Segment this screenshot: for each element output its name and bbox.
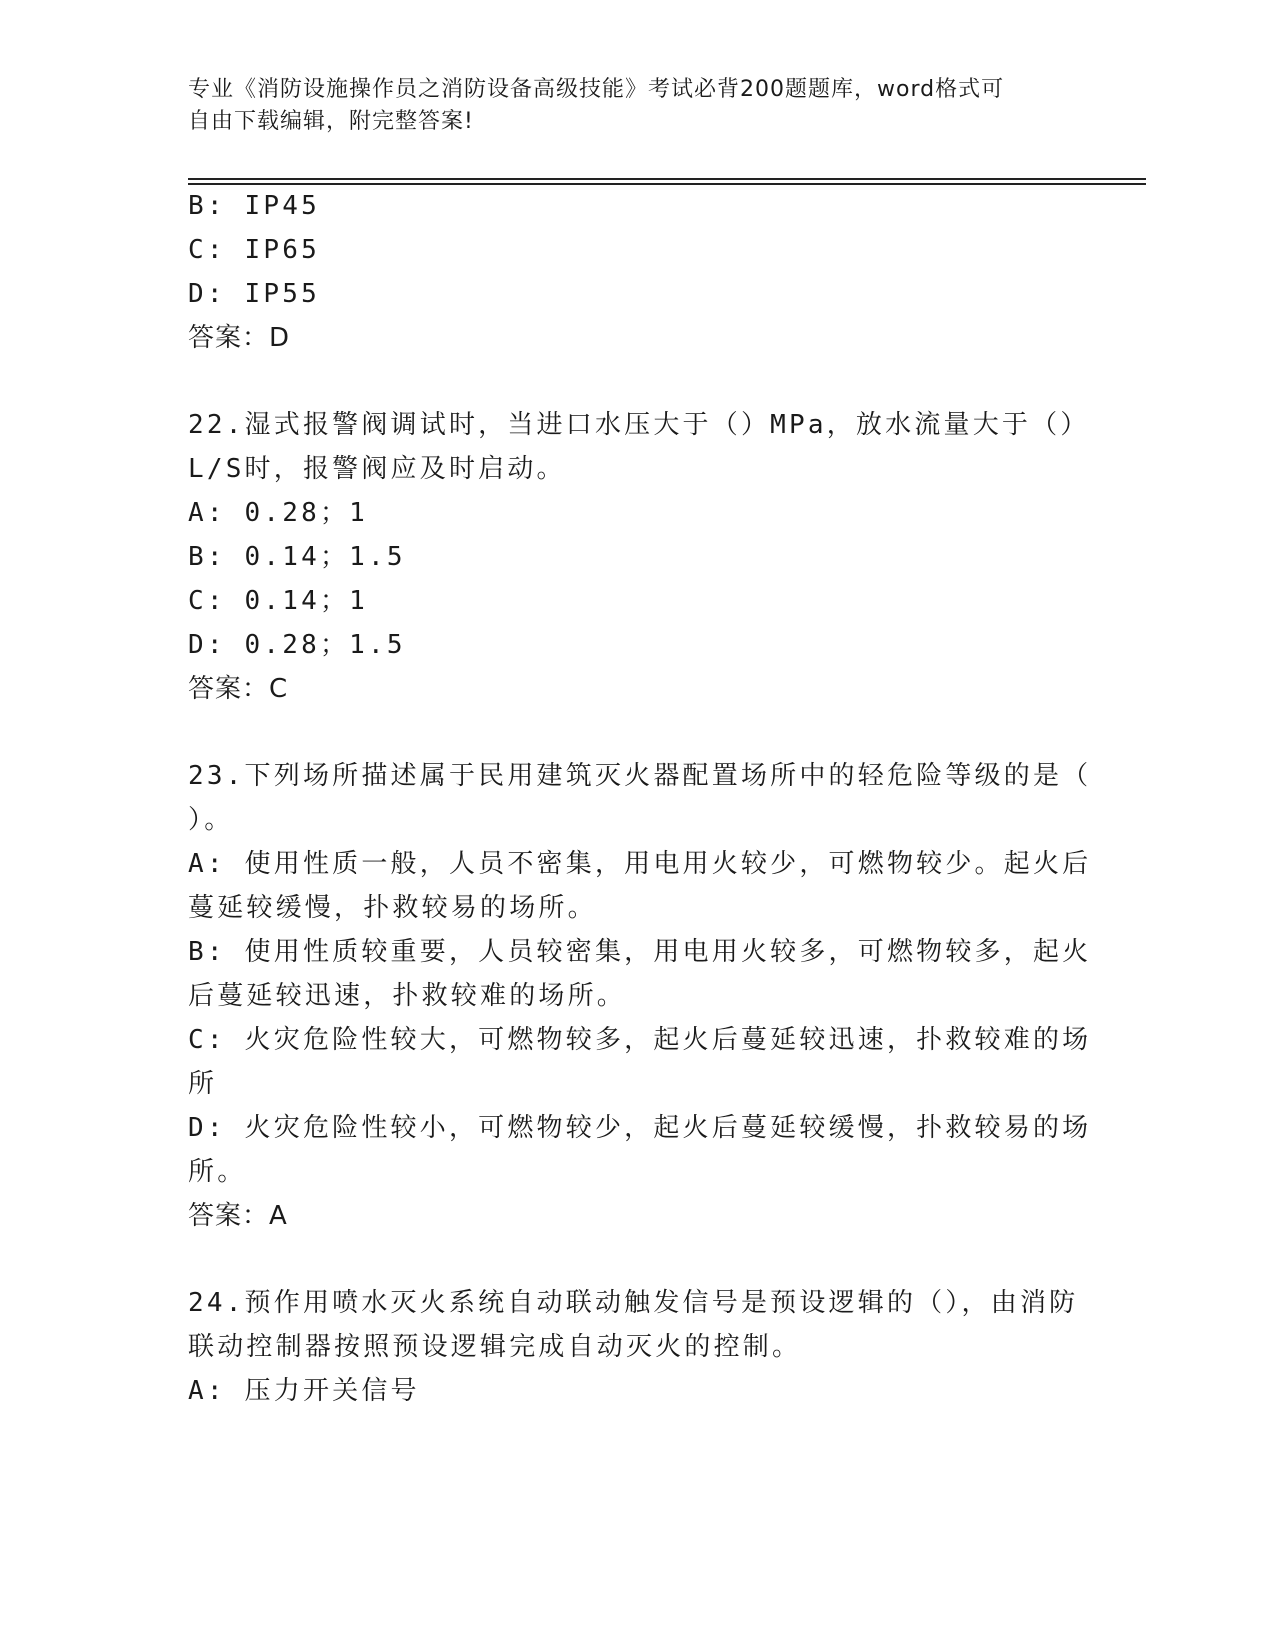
q23-option-a-line-1: A: 使用性质一般，人员不密集，用电用火较少，可燃物较少。起火后 xyxy=(188,849,1092,879)
q21-option-b: B: IP45 xyxy=(188,191,320,221)
q22-option-c: C: 0.14；1 xyxy=(188,586,369,616)
q23-option-d-line-2: 所。 xyxy=(188,1157,247,1187)
header-line-2: 自由下载编辑，附完整答案! xyxy=(188,109,474,134)
q23-stem-line-1: 23.下列场所描述属于民用建筑灭火器配置场所中的轻危险等级的是（ xyxy=(188,761,1092,791)
header-divider-bottom xyxy=(188,183,1146,185)
header-line-1: 专业《消防设施操作员之消防设备高级技能》考试必背200题题库，word格式可 xyxy=(188,77,1005,102)
q22-option-b: B: 0.14；1.5 xyxy=(188,542,406,572)
q22-stem-line-2: L/S时，报警阀应及时启动。 xyxy=(188,454,566,484)
q22-option-a: A: 0.28；1 xyxy=(188,498,369,528)
q21-option-c: C: IP65 xyxy=(188,235,320,265)
document-header xyxy=(188,74,1068,138)
q23-option-b-line-1: B: 使用性质较重要，人员较密集，用电用火较多，可燃物较多，起火 xyxy=(188,937,1092,967)
q22-option-d: D: 0.28；1.5 xyxy=(188,630,406,660)
q24-stem-line-1: 24.预作用喷水灭火系统自动联动触发信号是预设逻辑的（），由消防 xyxy=(188,1288,1079,1318)
q21-option-d: D: IP55 xyxy=(188,279,320,309)
header-divider-top xyxy=(188,178,1146,180)
q22-stem-line-1: 22.湿式报警阀调试时，当进口水压大于（）MPa，放水流量大于（） xyxy=(188,410,1090,440)
q24-stem-line-2: 联动控制器按照预设逻辑完成自动灭火的控制。 xyxy=(188,1332,802,1362)
q23-option-d-line-1: D: 火灾危险性较小，可燃物较少，起火后蔓延较缓慢，扑救较易的场 xyxy=(188,1113,1092,1143)
q21-answer: 答案：D xyxy=(188,323,291,353)
q23-option-a-line-2: 蔓延较缓慢，扑救较易的场所。 xyxy=(188,893,597,923)
q23-stem-line-2: ）。 xyxy=(188,805,234,835)
q24-option-a: A: 压力开关信号 xyxy=(188,1376,420,1406)
q23-option-c-line-2: 所 xyxy=(188,1069,218,1099)
q23-answer: 答案：A xyxy=(188,1201,288,1231)
q23-option-b-line-2: 后蔓延较迅速，扑救较难的场所。 xyxy=(188,981,627,1011)
q23-option-c-line-1: C: 火灾危险性较大，可燃物较多，起火后蔓延较迅速，扑救较难的场 xyxy=(188,1025,1092,1055)
q22-answer: 答案：C xyxy=(188,674,289,704)
